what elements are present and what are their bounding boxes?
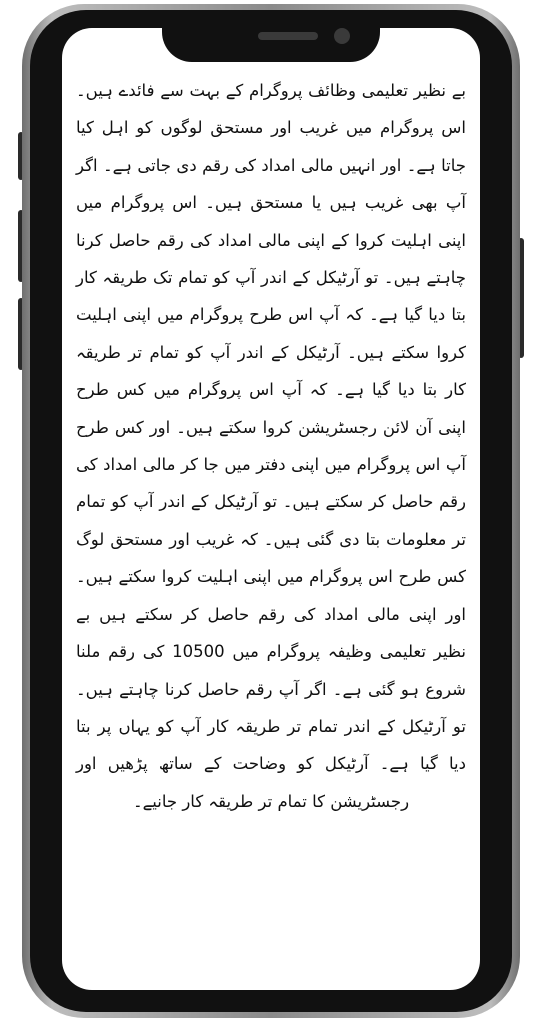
phone-screen[interactable] (62, 28, 480, 990)
front-camera-icon (334, 28, 350, 44)
speaker-icon (258, 32, 318, 40)
article-text: بے نظیر تعلیمی وظائف پروگرام کے بہت سے فائدے ہیں۔ اس پروگرام میں غریب اور مستحق لوگوں کو اہل کیا جاتا ہے۔ اور انہیں مالی امداد کی رقم دی جاتی ہے۔ اگر آپ بھی غریب ہیں یا مستحق ہیں۔ اس پروگرام میں اپنی اہلیت کروا کے اپنی مالی امداد کی رقم حاصل کرنا چاہتے ہیں۔ تو آرٹیکل کے اندر آپ کو تمام تک طریقہ کار بتا دیا گیا ہے۔ کہ آپ اس طرح پروگرام میں اپنی اہلیت کروا سکتے ہیں۔ آرٹیکل کے اندر آپ کو تمام تر طریقہ کار بتا دیا گیا ہے۔ کہ آپ اس پروگرام میں کس طرح اپنی آن لائن رجسٹریشن کروا سکتے ہیں۔ اور کس طرح آپ اس پروگرام میں اپنی دفتر میں جا کر مالی امداد کی رقم حاصل کر سکتے ہیں۔ تو آرٹیکل کے اندر آپ کو تمام تر معلومات بتا دی گئی ہیں۔ کہ غریب اور مستحق لوگ کس طرح اس پروگرام میں اپنی اہلیت کروا سکتے ہیں۔ اور اپنی مالی امداد کی رقم حاصل کر سکتے ہیں بے نظیر تعلیمی وظیفہ پروگرام میں 10500 کی رقم ملنا شروع ہو گئی ہے۔ اگر آپ رقم حاصل کرنا چاہتے ہیں۔ تو آرٹیکل کے اندر تمام تر طریقہ کار آپ کو یہاں پر بتا دیا گیا ہے۔ آرٹیکل کو وضاحت کے ساتھ پڑھیں اور رجسٹریشن کا تمام تر طریقہ کار جانیے۔ (76, 81, 466, 811)
phone-notch (162, 18, 380, 62)
